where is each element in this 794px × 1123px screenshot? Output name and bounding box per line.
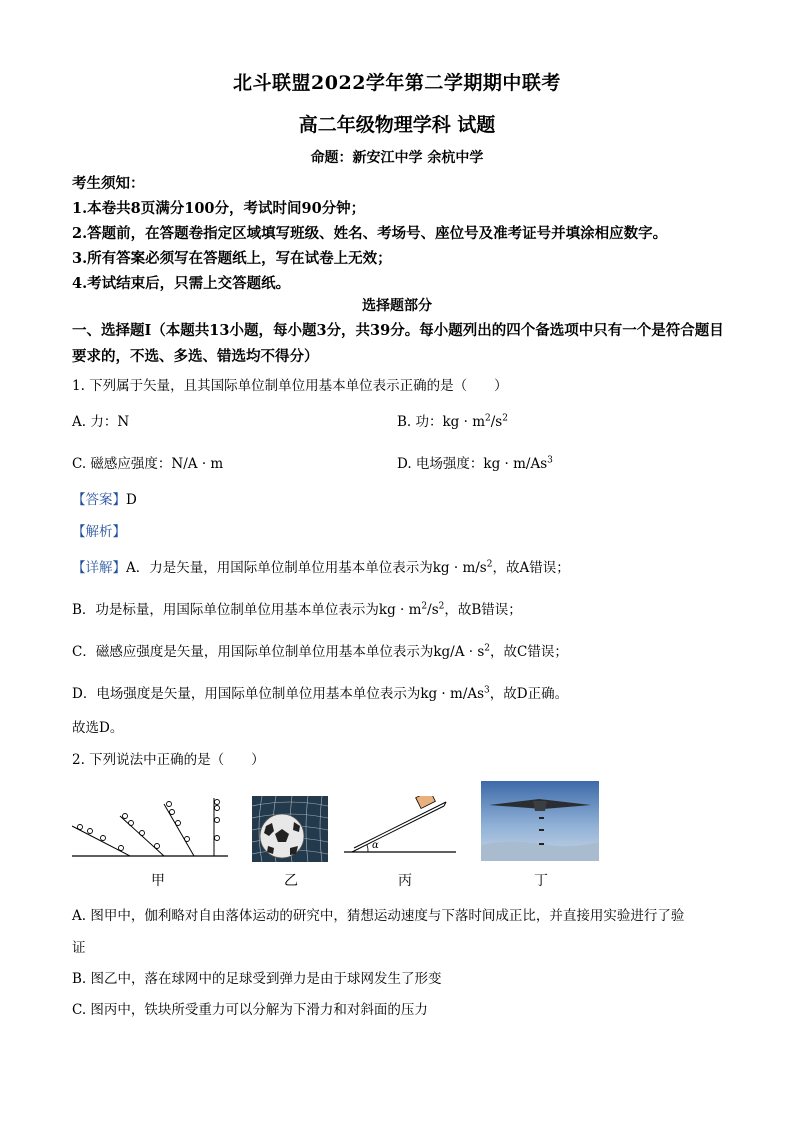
q2-option-c: C. 图丙中，铁块所受重力可以分解为下滑力和对斜面的压力 [72,1002,428,1018]
q1-analysis-tag: 【解析】 [72,524,126,540]
q1-conclusion: 故选D。 [72,720,124,736]
figure-caption-jia: 甲 [151,873,165,889]
alpha-label: α [372,840,379,851]
q1-option-c: C. 磁感应强度：N/A · m [72,456,224,472]
q1-explanation-a: 【详解】A．力是矢量，用国际单位制单位用基本单位表示为kg · $m/s^2$，故A错误； [72,559,570,576]
notice-item: 4.考试结束后，只需上交答题纸。 [72,275,291,292]
exam-title: 北斗联盟2022学年第二学期期中联考 [233,72,561,94]
exam-authors: 命题：新安江中学 余杭中学 [310,150,484,166]
q1-answer: 【答案】D [72,492,137,508]
q1-option-d: D. 电场强度：kg · $m/As^3$ [397,455,553,472]
figure-caption-bing: 丙 [398,873,412,889]
notice-item: 3.所有答案必须写在答题纸上，写在试卷上无效； [72,250,392,267]
question-1-stem: 1. 下列属于矢量，且其国际单位制单位用基本单位表示正确的是（ ） [72,378,508,394]
q1-explanation-d: D．电场强度是矢量，用国际单位制单位用基本单位表示为kg · $m/As^3$，故D正确。 [72,685,569,702]
section-description: 一、选择题Ⅰ（本题共13小题，每小题3分，共39分。每小题列出的四个备选项中只有一个是符合题目要求的，不选、多选、错选均不得分） [72,322,724,365]
q1-option-b: B. 功：kg · $m^2/s^2$ [397,413,508,430]
figure-incline-experiments [72,798,228,862]
figure-caption-yi: 乙 [284,873,298,889]
figure-block-on-incline [344,796,456,858]
q2-option-b: B. 图乙中，落在球网中的足球受到弹力是由于球网发生了形变 [72,971,442,987]
q2-option-a-continued: 证 [72,940,86,956]
section-title: 选择题部分 [362,298,432,314]
q1-option-a: A. 力：N [72,414,130,430]
notice-heading: 考生须知： [72,175,145,192]
notice-item: 1.本卷共8页满分100分，考试时间90分钟； [72,200,366,217]
question-2-stem: 2. 下列说法中正确的是（ ） [72,752,265,768]
q1-explanation-b: B．功是标量，用国际单位制单位用基本单位表示为kg · $m^2/s^2$，故B错误； [72,601,522,618]
exam-subtitle: 高二年级物理学科 试题 [298,114,496,136]
figure-caption-ding: 丁 [534,873,548,889]
figure-football-net [252,796,328,862]
figure-bomber-plane [481,781,599,861]
q2-option-a: A. 图甲中，伽利略对自由落体运动的研究中，猜想运动速度与下落时间成正比，并直接用实验进行了验 [72,908,685,924]
notice-item: 2.答题前，在答题卷指定区域填写班级、姓名、考场号、座位号及准考证号并填涂相应数字。 [72,225,668,242]
q1-explanation-c: C．磁感应强度是矢量，用国际单位制单位用基本单位表示为$kg/A \cdot s^2$，故C错误； [72,643,568,660]
